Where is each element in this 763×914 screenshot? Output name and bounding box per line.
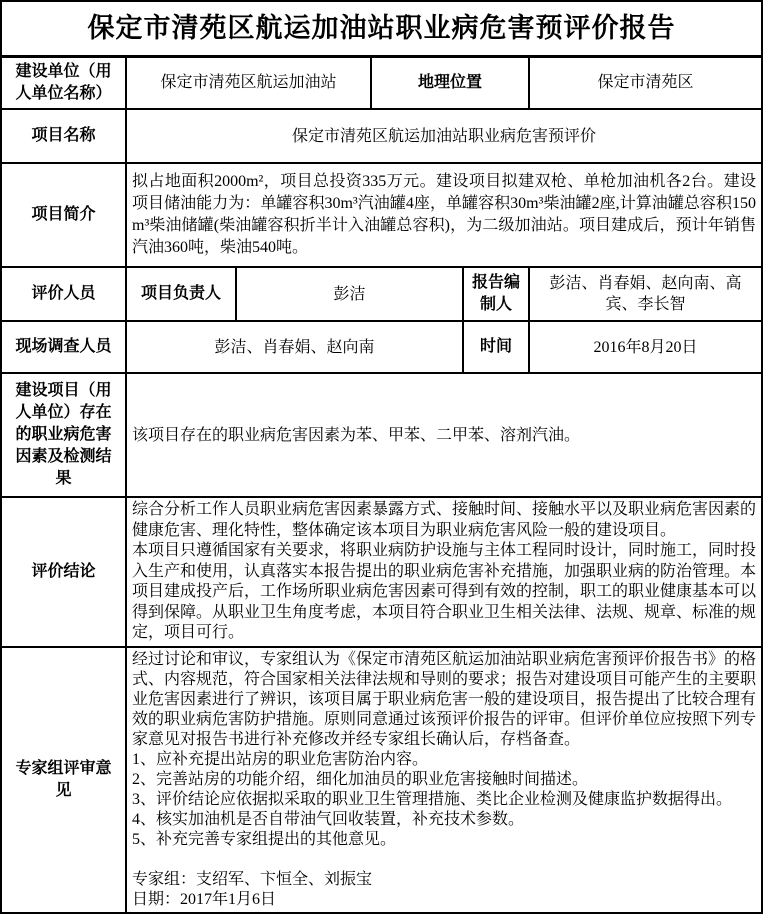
expert-review-item-1: 1、应补充提出站房的职业危害防治内容。 (132, 750, 429, 768)
conclusion-paragraph-2: 本项目只遵循国家有关要求，将职业病防护设施与主体工程同时设计，同时施工，同时投入生产和使用，认真落实本报告提出的职业病危害补充措施，加强职业病的防治管理。本项目建成投产后，工作场所职业病危害因素可得到有效的控制，职工的职业健康基本可以得到保障。从职业卫生角度考虑，本项目符合职业卫生相关法律、法规、规章、标准的规定，项目可行。 (132, 542, 757, 641)
site-survey-label: 现场调查人员 (1, 321, 126, 373)
conclusion-value (126, 497, 762, 647)
expert-review-item-4: 4、核实加油机是否自带油气回收装置，补充技术参数。 (132, 810, 525, 828)
construction-unit-label: 建设单位（用人单位名称） (1, 56, 126, 109)
project-overview-text: 拟占地面积2000m²，项目总投资335万元。建设项目拟建双枪、单枪加油机各2台。建设项目储油能力为：单罐容积30m³汽油罐4座，单罐容积30m³柴油罐2座,计算油罐总容积150m³柴油储罐(柴油罐容积折半计入油罐总容积)，为二级加油站。项目建成后，预计年销售汽油360吨，柴油540吨。 (132, 173, 756, 256)
project-overview-value (126, 163, 762, 267)
project-overview-label: 项目简介 (1, 163, 126, 267)
location-value: 保定市清苑区 (529, 56, 762, 109)
expert-review-label: 专家组评审意见 (1, 647, 126, 913)
evaluators-row (1, 267, 762, 321)
project-name-value: 保定市清苑区航运加油站职业病危害预评价 (126, 109, 762, 163)
location-label: 地理位置 (371, 56, 529, 109)
expert-review-item-5: 5、补充完善专家组提出的其他意见。 (132, 830, 397, 848)
conclusion-row (1, 497, 762, 647)
expert-review-row (1, 647, 762, 913)
expert-review-spacer (132, 850, 756, 870)
site-survey-value: 彭洁、肖春娟、赵向南 (126, 321, 463, 373)
expert-review-item-3: 3、评价结论应依据拟采取的职业卫生管理措施、类比企业检测及健康监护数据得出。 (132, 790, 733, 808)
project-name-row (1, 109, 762, 163)
expert-review-date: 日期：2017年1月6日 (132, 890, 277, 908)
expert-group-signature: 专家组：支绍军、卞恒全、刘振宝 (132, 870, 373, 888)
expert-review-item-2: 2、完善站房的功能介绍，细化加油员的职业危害接触时间描述。 (132, 770, 589, 788)
title-row (1, 1, 762, 56)
time-value: 2016年8月20日 (529, 321, 762, 373)
expert-review-value (126, 647, 762, 913)
conclusion-label: 评价结论 (1, 497, 126, 647)
hazard-factors-row (1, 373, 762, 497)
site-survey-row (1, 321, 762, 373)
evaluators-label: 评价人员 (1, 267, 126, 321)
report-compilers-value: 彭洁、肖春娟、赵向南、高宾、李长智 (529, 267, 762, 321)
project-leader-value: 彭洁 (236, 267, 463, 321)
conclusion-paragraph-1: 综合分析工作人员职业病危害因素暴露方式、接触时间、接触水平以及职业病危害因素的健康危害、理化特性，整体确定该本项目为职业病危害风险一般的建设项目。 (132, 501, 757, 539)
hazard-factors-label: 建设项目（用人单位）存在的职业病危害因素及检测结果 (1, 373, 126, 497)
hazard-factors-value: 该项目存在的职业病危害因素为苯、甲苯、二甲苯、溶剂汽油。 (126, 373, 762, 497)
report-compilers-label: 报告编制人 (463, 267, 529, 321)
time-label: 时间 (463, 321, 529, 373)
construction-unit-row (1, 56, 762, 109)
project-name-label: 项目名称 (1, 109, 126, 163)
project-leader-label: 项目负责人 (126, 267, 236, 321)
construction-unit-value: 保定市清苑区航运加油站 (126, 56, 371, 109)
conclusion-paragraphs (132, 500, 756, 644)
expert-review-summary: 经过讨论和审议，专家组认为《保定市清苑区航运加油站职业病危害预评价报告书》的格式、内容规范，符合国家相关法律法规和导则的要求；报告对建设项目可能产生的主要职业危害因素进行了辨识，该项目属于职业病危害一般的建设项目，报告提出了比较合理有效的职业病危害防护措施。原则同意通过该预评价报告的评审。但评价单位应按照下列专家意见对报告书进行补充修改并经专家组长确认后，存档备查。 (132, 650, 757, 748)
report-title: 保定市清苑区航运加油站职业病危害预评价报告 (1, 1, 762, 56)
project-overview-row (1, 163, 762, 267)
